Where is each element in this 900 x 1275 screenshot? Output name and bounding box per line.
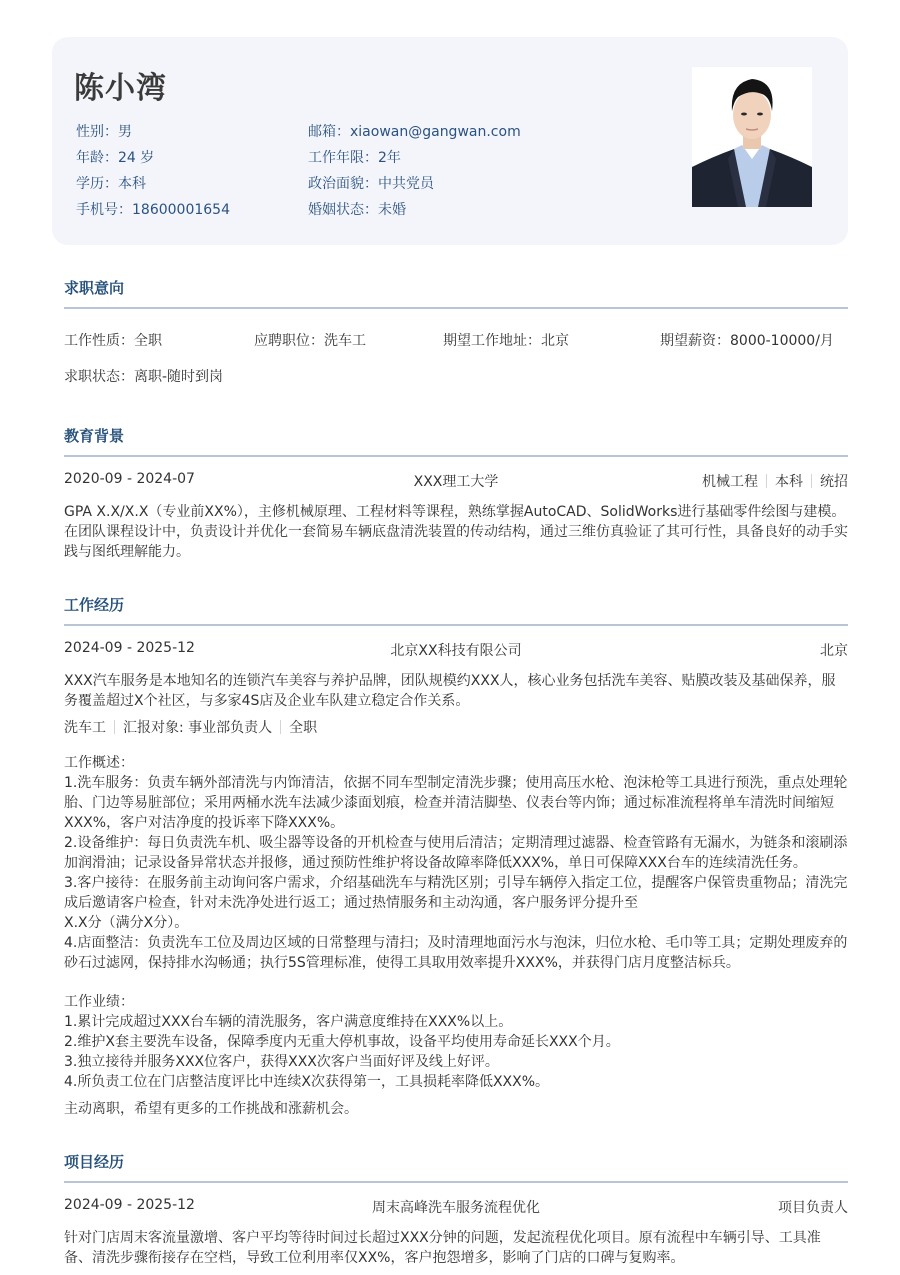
info-value: 24 岁 bbox=[118, 150, 155, 166]
section-title: 项目经历 bbox=[64, 1153, 125, 1171]
achievement-item: 4.所负责工位在门店整洁度评比中连续X次获得第一，工具损耗率降低XXX%。 bbox=[64, 1074, 550, 1090]
intent-salary bbox=[660, 330, 834, 350]
section-project-experience bbox=[64, 1151, 848, 1266]
intent-value: 洗车工 bbox=[324, 333, 366, 349]
intent-label: 工作性质： bbox=[64, 333, 134, 349]
project-period: 2024-09 - 2025-12 bbox=[64, 1197, 195, 1213]
intent-label: 期望薪资： bbox=[660, 333, 730, 349]
overview-label: 工作概述： bbox=[64, 755, 134, 771]
achievement-item: 3.独立接待并服务XXX位客户，获得XXX次客户当面好评及线上好评。 bbox=[64, 1054, 499, 1070]
intent-label: 期望工作地址： bbox=[443, 333, 541, 349]
education-degree: 本科 bbox=[775, 474, 803, 490]
work-location: 北京 bbox=[820, 643, 848, 659]
profile-header-card bbox=[52, 37, 848, 245]
info-label: 婚姻状态： bbox=[308, 202, 378, 218]
section-divider bbox=[64, 455, 848, 457]
info-label: 手机号： bbox=[76, 202, 132, 218]
education-enrollment: 统招 bbox=[820, 474, 848, 490]
company-intro: XXX汽车服务是本地知名的连锁汽车美容与养护品牌，团队规模约XXX人，核心业务包括洗车美容、贴膜改装及基础保养，服务覆盖超过X个社区，与多家4S店及企业车队建立稳定合作关系。 bbox=[64, 673, 836, 709]
overview-item: 2.设备维护：每日负责洗车机、吸尘器等设备的开机检查与使用后清洁；定期清理过滤器、检查管路有无漏水，为链条和滚刷添加润滑油；记录设备异常状态并报修，通过预防性维护将设备故障率降低XXX%，单日可保障XXX台车的连续清洗任务。 bbox=[64, 835, 848, 871]
work-report-to: 汇报对象: 事业部负责人 bbox=[123, 720, 273, 736]
info-label: 性别： bbox=[76, 124, 118, 140]
work-overview bbox=[64, 753, 848, 973]
section-divider bbox=[64, 307, 848, 309]
overview-item: X.X分（满分X分）。 bbox=[64, 915, 189, 931]
section-divider bbox=[64, 1181, 848, 1183]
education-header-row bbox=[64, 471, 848, 491]
work-company: 北京XX科技有限公司 bbox=[390, 643, 522, 659]
tag-separator bbox=[811, 474, 812, 488]
overview-item: 4.店面整洁：负责洗车工位及周边区域的日常整理与清扫；及时清理地面污水与泡沫，归位水枪、毛巾等工具；定期处理废弃的砂石过滤网，保持排水沟畅通；执行5S管理标准，使得工具取用效率提升XXX%，并获得门店月度整洁标兵。 bbox=[64, 935, 848, 971]
section-title: 教育背景 bbox=[64, 427, 125, 445]
info-age bbox=[76, 147, 154, 167]
education-tags bbox=[702, 471, 848, 491]
work-period: 2024-09 - 2025-12 bbox=[64, 640, 195, 656]
work-type: 全职 bbox=[289, 720, 318, 736]
person-portrait-icon bbox=[692, 67, 812, 207]
intent-label: 应聘职位： bbox=[254, 333, 324, 349]
overview-item: 1.洗车服务：负责车辆外部清洗与内饰清洁，依据不同车型制定清洗步骤；使用高压水枪、泡沫枪等工具进行预洗，重点处理轮胎、门边等易脏部位；采用两桶水洗车法减少漆面划痕，检查并清洁脚垫、仪表台等内饰；通过标准流程将单车清洗时间缩短XXX%，客户对洁净度的投诉率下降XXX%。 bbox=[64, 775, 848, 831]
intent-value: 离职-随时到岗 bbox=[134, 369, 224, 385]
info-value: 2年 bbox=[378, 150, 401, 166]
section-divider bbox=[64, 624, 848, 626]
leave-reason: 主动离职，希望有更多的工作挑战和涨薪机会。 bbox=[64, 1101, 358, 1117]
info-phone bbox=[76, 199, 230, 219]
achievement-item: 1.累计完成超过XXX台车辆的清洗服务，客户满意度维持在XXX%以上。 bbox=[64, 1014, 513, 1030]
education-description: GPA X.X/X.X（专业前XX%），主修机械原理、工程材料等课程，熟练掌握AutoCAD、SolidWorks进行基础零件绘图与建模。在团队课程设计中，负责设计并优化一套简易车辆底盘清洗装置的传动结构，通过三维仿真验证了其可行性，具备良好的动手实践与图纸理解能力。 bbox=[64, 504, 848, 560]
info-education bbox=[76, 173, 146, 193]
work-achievements bbox=[64, 992, 848, 1092]
section-title: 工作经历 bbox=[64, 596, 125, 614]
education-period: 2020-09 - 2024-07 bbox=[64, 471, 195, 487]
tag-separator bbox=[280, 720, 281, 734]
project-name: 周末高峰洗车服务流程优化 bbox=[372, 1200, 540, 1216]
education-major: 机械工程 bbox=[702, 474, 758, 490]
info-gender bbox=[76, 121, 132, 141]
intent-value: 8000-10000/月 bbox=[730, 333, 834, 349]
intent-work-type bbox=[64, 330, 162, 350]
info-label: 年龄： bbox=[76, 150, 118, 166]
section-job-intent bbox=[64, 277, 848, 385]
info-email bbox=[308, 121, 521, 141]
tag-separator bbox=[766, 474, 767, 488]
info-marital-status bbox=[308, 199, 406, 219]
achievement-item: 2.维护X套主要洗车设备，保障季度内无重大停机事故，设备平均使用寿命延长XXX个月。 bbox=[64, 1034, 620, 1050]
achievements-label: 工作业绩： bbox=[64, 994, 134, 1010]
info-value: 18600001654 bbox=[132, 202, 230, 218]
info-value: 中共党员 bbox=[378, 176, 434, 192]
section-title: 求职意向 bbox=[64, 279, 125, 297]
candidate-name: 陈小湾 bbox=[74, 71, 167, 106]
info-label: 工作年限： bbox=[308, 150, 378, 166]
work-role: 洗车工 bbox=[64, 720, 106, 736]
info-label: 学历： bbox=[76, 176, 118, 192]
info-label: 政治面貌： bbox=[308, 176, 378, 192]
info-value: 本科 bbox=[118, 176, 146, 192]
intent-value: 北京 bbox=[541, 333, 569, 349]
info-label: 邮箱： bbox=[308, 124, 350, 140]
education-school: XXX理工大学 bbox=[413, 474, 499, 490]
intent-location bbox=[443, 330, 569, 350]
section-work-experience bbox=[64, 594, 848, 1117]
profile-photo bbox=[692, 67, 812, 207]
intent-position bbox=[254, 330, 366, 350]
project-role: 项目负责人 bbox=[778, 1200, 848, 1216]
info-political-status bbox=[308, 173, 434, 193]
work-tags bbox=[64, 718, 848, 738]
info-value: 未婚 bbox=[378, 202, 406, 218]
section-education bbox=[64, 425, 848, 560]
overview-item: 3.客户接待：在服务前主动询问客户需求，介绍基础洗车与精洗区别；引导车辆停入指定工位，提醒客户保管贵重物品；清洗完成后邀请客户检查，针对未洗净处进行返工；通过热情服务和主动沟通，客户服务评分提升至 bbox=[64, 875, 848, 911]
intent-value: 全职 bbox=[134, 333, 162, 349]
intent-label: 求职状态： bbox=[64, 369, 134, 385]
project-header-row bbox=[64, 1197, 848, 1217]
tag-separator bbox=[114, 720, 115, 734]
info-value: 男 bbox=[118, 124, 132, 140]
intent-status bbox=[64, 366, 223, 386]
info-value: xiaowan@gangwan.com bbox=[350, 124, 521, 140]
info-work-years bbox=[308, 147, 401, 167]
project-description: 针对门店周末客流量激增、客户平均等待时间过长超过XXX分钟的问题，发起流程优化项目。原有流程中车辆引导、工具准备、清洗步骤衔接存在空档，导致工位利用率仅XX%，客户抱怨增多，影响了门店的口碑与复购率。 bbox=[64, 1230, 821, 1266]
work-header-row bbox=[64, 640, 848, 660]
